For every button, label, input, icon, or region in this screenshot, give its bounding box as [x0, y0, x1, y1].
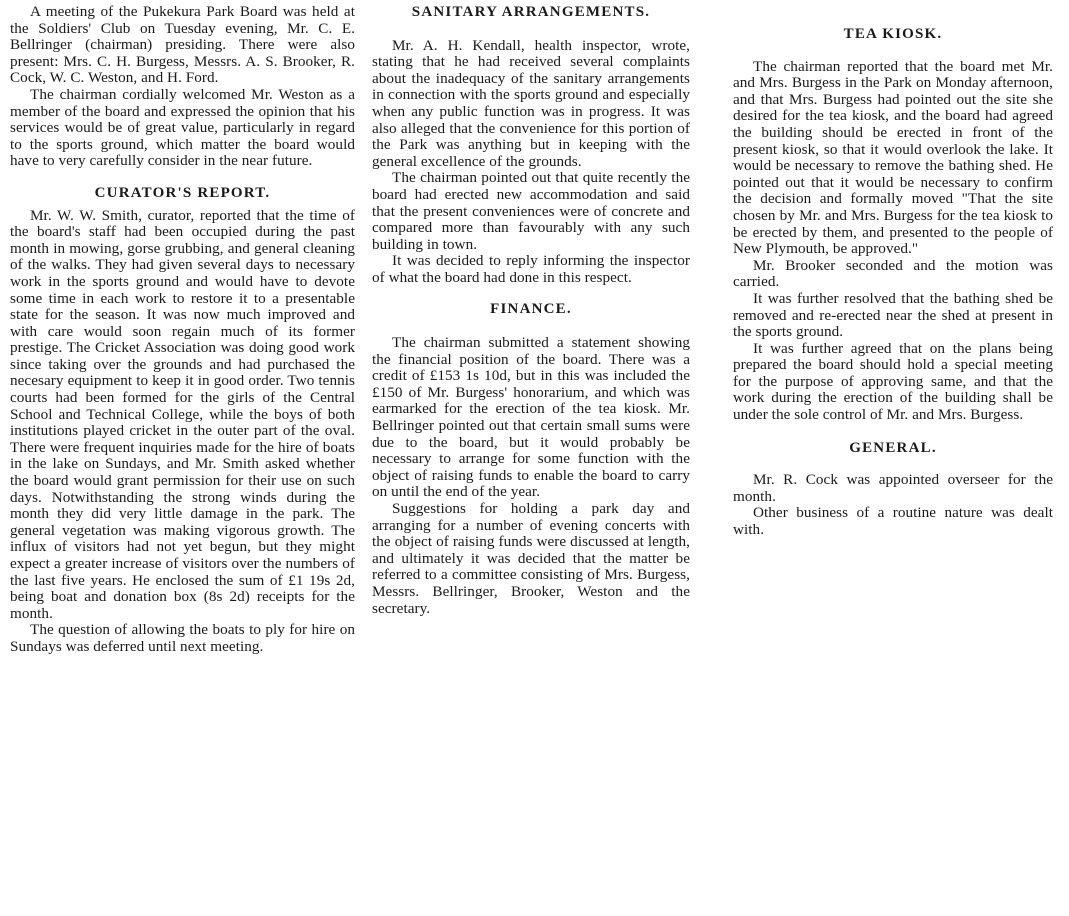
tea-kiosk-paragraph-4: It was further agreed that on the plans being prepared the board should hold a special meeting for the purpose of approving same, and that the work during the erection of the building shall be under the sole control of Mr. and Mrs. Burgess. — [733, 339, 1053, 424]
sanitary-arrangements-heading: SANITARY ARRANGEMENTS. — [411, 4, 651, 20]
boats-deferred-paragraph: The question of allowing the boats to ply for hire on Sundays was deferred until next meeting. — [10, 621, 355, 655]
sanitary-paragraph-1: Mr. A. H. Kendall, health inspector, wrote, stating that he had received several complaints about the inadequacy of the sanitary arrangements in connection with the sports ground and especially when any public function was in progress. It was also alleged that the convenience for this portion of the Park was anything but in keeping with the general excellence of the grounds. — [372, 36, 690, 170]
sanitary-paragraph-3: It was decided to reply informing the inspector of what the board had done in this respect. — [372, 252, 690, 286]
finance-heading: FINANCE. — [490, 300, 572, 317]
finance-paragraph-2: Suggestions for holding a park day and arranging for a number of evening concerts with the object of raising funds were discussed at length, and ultimately it was decided that the matter be referred to a committee consisting of Mrs. Burgess, Messrs. Bellringer, Brooker, Weston and the secretary. — [372, 500, 690, 617]
curator-report-paragraph: Mr. W. W. Smith, curator, reported that the time of the board's staff had been occupied during the past month in mowing, gorse grubbing, and general cleaning of the walks. They had given several days to necessary work in the sports ground and would have to devote some time in each work to restore it to a presentable state for the season. It was now much improved and with care would soon regain much of its former prestige. The Cricket Association was doing good work since taking over the grounds and had purchased the necesary equipment to keep it in good order. Two tennis courts had been formed for the girls of the Central School and Technical College, while the boys of both institutions played cricket in the outer part of the oval. There were frequent inquiries made for the hire of boats in the lake on Sundays, and Mr. Smith asked whether the board would grant permission for their use on such days. Notwithstanding the strong winds during the month they did very little damage in the park. The general vegetation was making vigorous growth. The influx of visitors had not yet begun, but they might expect a greater increase of visitors over the numbers of the last five years. He enclosed the sum of £1 19s 2d, being boat and donation box (8s 2d) receipts for the month. — [10, 206, 355, 622]
intro-paragraph: A meeting of the Pukekura Park Board was held at the Soldiers' Club on Tuesday evening, Mr. C. E. Bellringer (chairman) presiding. There were also present: Mrs. C. H. Burgess, Messrs. A. S. Brooker, R. Cock, W. C. Weston, and H. Ford. — [10, 3, 355, 87]
column-left — [10, 4, 355, 656]
welcome-paragraph: The chairman cordially welcomed Mr. Weston as a member of the board and expressed the opinion that his services would be of great value, particularly in regard to the sports ground, which matter the board would have to very carefully consider in the near future. — [10, 85, 355, 170]
finance-paragraph-1: The chairman submitted a statement showing the financial position of the board. There was a credit of £153 1s 10d, but in this was included the £150 of Mr. Burgess' honorarium, and which was earmarked for the erection of the tea kiosk. Mr. Bellringer pointed out that certain small sums were due to the board, but it would probably be necessary to arrange for some function with the object of raising funds to enable the board to carry on until the end of the year. — [372, 334, 690, 501]
curator-report-heading: CURATOR'S REPORT. — [94, 184, 271, 201]
tea-kiosk-paragraph-1: The chairman reported that the board met Mr. and Mrs. Burgess in the Park on Monday afternoon, and that Mrs. Burgess had pointed out the site she desired for the tea kiosk, and the board had agreed the building should be erected in front of the present kiosk, so that it would overlook the lake. It would be necessary to remove the bathing shed. He pointed out that it would be necessary to confirm the decision and formally moved "That the site chosen by Mr. and Mrs. Burgess for the tea kiosk to be erected by them, and presented to the people of New Plymouth, be approved." — [733, 57, 1053, 258]
general-paragraph-2: Other business of a routine nature was dealt with. — [733, 504, 1053, 539]
tea-kiosk-paragraph-2: Mr. Brooker seconded and the motion was carried. — [733, 256, 1053, 291]
general-heading: GENERAL. — [849, 439, 937, 456]
sanitary-paragraph-2: The chairman pointed out that quite recently the board had erected new accommodation and said that the present conveniences were of concrete and compared more than favourably with any such building in town. — [372, 169, 690, 253]
general-paragraph-1: Mr. R. Cock was appointed overseer for the month. — [733, 471, 1053, 505]
tea-kiosk-paragraph-3: It was further resolved that the bathing shed be removed and re-erected near the shed at present in the sports ground. — [733, 289, 1053, 341]
tea-kiosk-heading: TEA KIOSK. — [843, 26, 943, 42]
column-middle — [372, 4, 690, 617]
column-right — [733, 26, 1053, 539]
